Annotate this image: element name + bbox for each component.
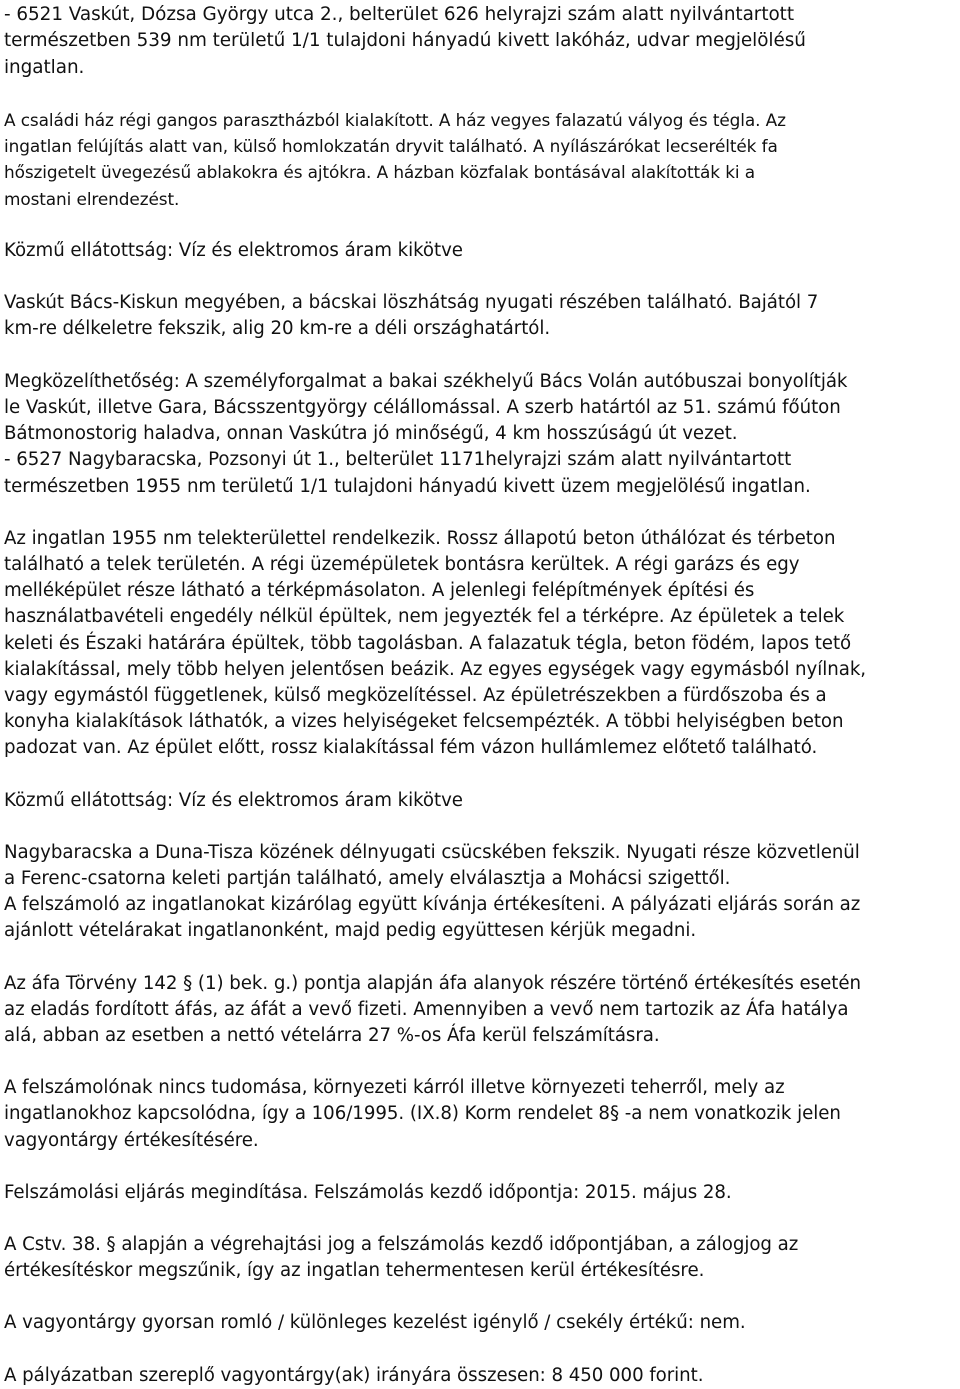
utilities-vaskut-paragraph: Közmű ellátottság: Víz és elektromos áram kikötve (4, 240, 463, 262)
lien-termination-paragraph: A Cstv. 38. § alapján a végrehajtási jog a felszámolás kezdő időpontjában, a zálogjog az értékesítéskor megszűnik, így az ingatlan tehermentesen kerül értékesítésre. (4, 1233, 799, 1282)
liquidation-start-paragraph: Felszámolási eljárás megindítása. Felszámolás kezdő időpontja: 2015. május 28. (4, 1181, 732, 1203)
property-vaskut-address-paragraph: - 6521 Vaskút, Dózsa György utca 2., belterület 626 helyrajzi szám alatt nyilvántartott természetben 539 nm területű 1/1 tulajdoni hányadú kivett lakóház, udvar megjelölésű ingatlan. (4, 4, 806, 78)
location-vaskut-paragraph: Vaskút Bács-Kiskun megyében, a bácskai löszhátság nyugati részében található. Bajától 7 km-re délkeletre fekszik, alig 20 km-re a déli országhatártól. (4, 292, 819, 340)
total-asking-price-paragraph: A pályázatban szereplő vagyontárgy(ak) irányára összesen: 8 450 000 forint. (4, 1364, 704, 1386)
accessibility-and-nagybaracska-address-paragraph: Megközelíthetőség: A személyforgalmat a bakai székhelyű Bács Volán autóbuszai bonyolítják le Vaskút, illetve Gara, Bácsszentgyörgy célállomással. A szerb határtól az 51. számú főúton Bátmonostorig haladva, onnan Vaskútra jó minőségű, 4 km hosszúságú út vezet. - 6527 Nagybaracska, Pozsonyi út 1., belterület 1171helyrajzi szám alatt nyilvántartott természetben 1955 nm területű 1/1 tulajdoni hányadú kivett üzem megjelölésű ingatlan. (4, 370, 848, 497)
utilities-nagybaracska-paragraph: Közmű ellátottság: Víz és elektromos áram kikötve (4, 789, 463, 811)
property-nagybaracska-description-paragraph: Az ingatlan 1955 nm telekterülettel rendelkezik. Rossz állapotú beton úthálózat és térbeton található a telek területén. A régi üzemépületek bontásra kerültek. A régi garázs és egy melléképület része látható a térképmásolaton. A jelenlegi felépítmények építési és használatbavételi engedély nélkül épültek, nem jegyezték fel a térképre. Az épületek a telek keleti és Északi határára épültek, több tagolásban. A falazatuk tégla, beton födém, lapos tető kialakítással, mely több helyen jelentősen beázik. Az egyes egységek vagy egymásból nyílnak, vagy egymástól függetlenek, külső megközelítéssel. Az épületrészekben a fürdőszoba és a konyha kialakítások láthatók, a vizes helyiségeket felcsempézték. A többi helyiségben beton padozat van. Az épület előtt, rossz kialakítással fém vázon hullámlemez előtető található. (4, 527, 867, 759)
asset-condition-paragraph: A vagyontárgy gyorsan romló / különleges kezelést igénylő / csekély értékű: nem. (4, 1312, 746, 1334)
location-nagybaracska-and-sale-terms-paragraph: Nagybaracska a Duna-Tisza közének délnyugati csücskében fekszik. Nyugati része közvetlenül a Ferenc-csatorna keleti partján található, amely elválasztja a Mohácsi szigettől. A felszámoló az ingatlanokat kizárólag együtt kívánja értékesíteni. A pályázati eljárás során az ajánlott vételárakat ingatlanonként, majd pedig együttesen kérjük megadni. (4, 841, 861, 942)
vat-terms-paragraph: Az áfa Törvény 142 § (1) bek. g.) pontja alapján áfa alanyok részére történő értékesítés esetén az eladás fordított áfás, az áfát a vevő fizeti. Amennyiben a vevő nem tartozik az Áfa hatálya alá, abban az esetben a nettó vételárra 27 %-os Áfa kerül felszámításra. (4, 972, 861, 1046)
environmental-statement-paragraph: A felszámolónak nincs tudomása, környezeti kárról illetve környezeti teherről, mely az ingatlanokhoz kapcsolódna, így a 106/1995. (IX.8) Korm rendelet 8§ -a nem vonatkozik jelen vagyontárgy értékesítésére. (4, 1077, 841, 1151)
property-vaskut-description-paragraph: A családi ház régi gangos parasztházból kialakított. A ház vegyes falazatú vályog és tégla. Az ingatlan felújítás alatt van, külső homlokzatán dryvit található. A nyílászárókat lecserélték fa hőszigetelt üvegezésű ablakokra és ajtókra. A házban közfalak bontásával alakították ki a mostani elrendezést. (4, 109, 786, 209)
document-body (4, 2, 956, 1389)
